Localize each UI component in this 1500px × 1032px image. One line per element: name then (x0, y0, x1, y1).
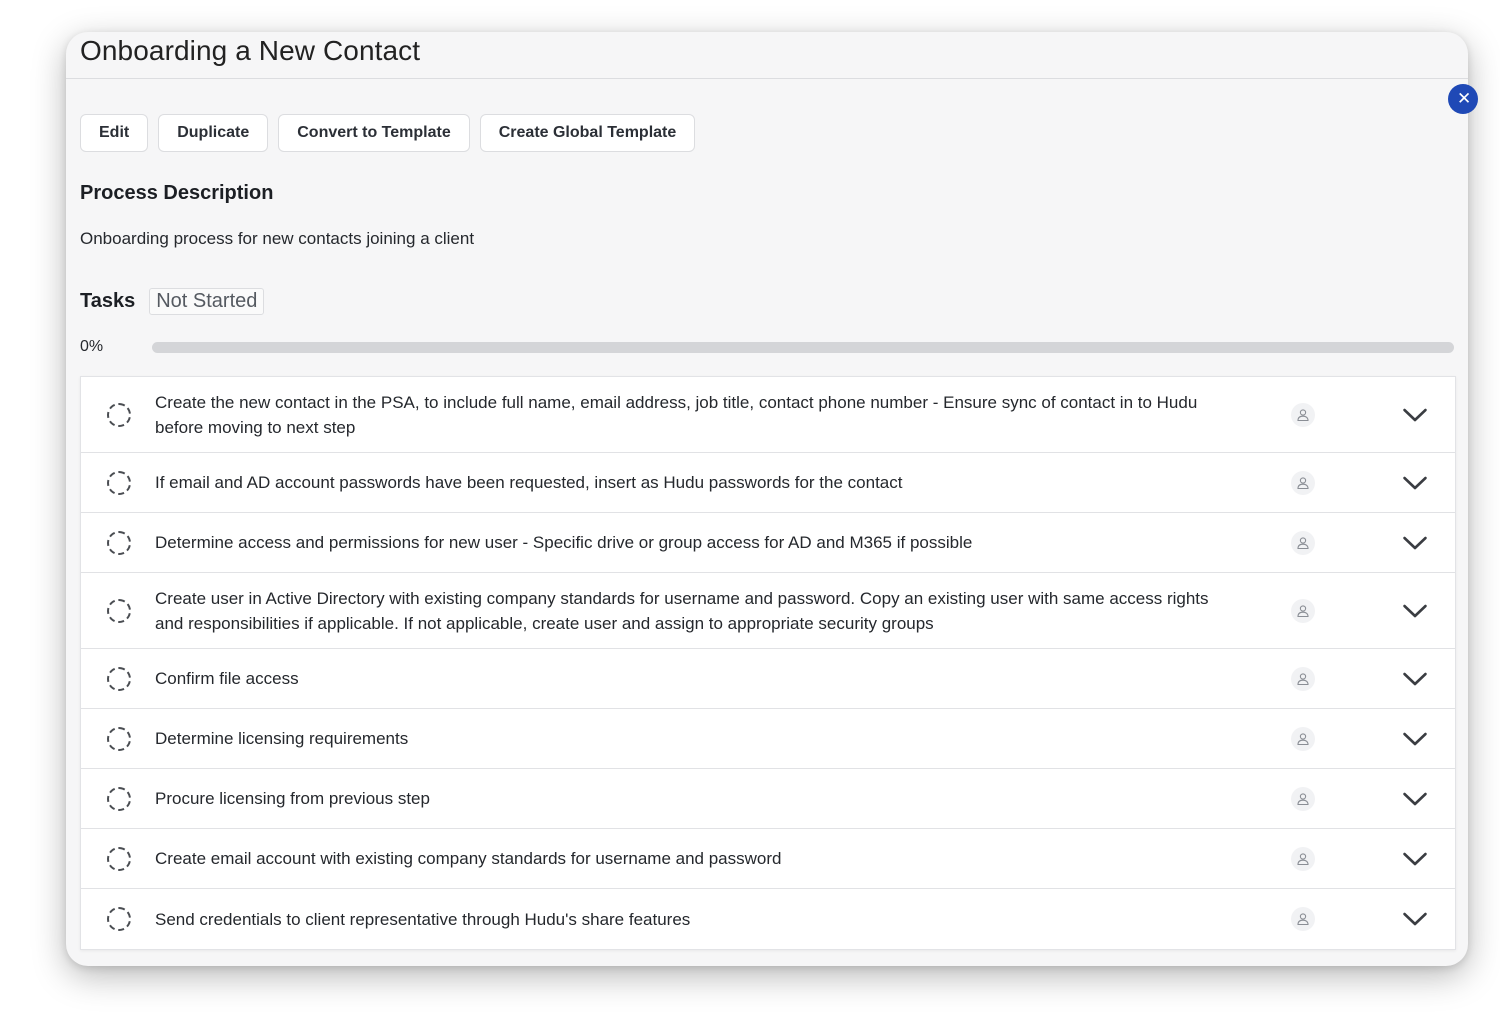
task-checkbox[interactable] (81, 599, 155, 623)
task-row (81, 709, 1455, 769)
assign-user-button[interactable] (1291, 531, 1315, 555)
chevron-down-icon (1402, 407, 1428, 423)
assign-user-button[interactable] (1291, 403, 1315, 427)
close-icon: ✕ (1457, 89, 1472, 108)
task-text: If email and AD account passwords have been requested, insert as Hudu passwords for the contact (155, 473, 903, 492)
assign-user-button[interactable] (1291, 907, 1315, 931)
task-checkbox[interactable] (81, 403, 155, 427)
assign-user-button[interactable] (1291, 847, 1315, 871)
task-list (80, 376, 1456, 950)
user-icon (1296, 604, 1310, 618)
dashed-circle-icon (107, 599, 131, 623)
user-icon (1296, 672, 1310, 686)
progress-percent: 0% (80, 338, 104, 355)
dashed-circle-icon (107, 847, 131, 871)
create-global-template-button[interactable]: Create Global Template (480, 114, 696, 152)
assign-user-button[interactable] (1291, 599, 1315, 623)
task-checkbox[interactable] (81, 907, 155, 931)
expand-task-button[interactable] (1375, 407, 1455, 423)
status-badge: Not Started (149, 288, 264, 315)
expand-task-button[interactable] (1375, 791, 1455, 807)
convert-to-template-button[interactable]: Convert to Template (278, 114, 470, 152)
task-row (81, 829, 1455, 889)
tasks-heading: Tasks (80, 290, 136, 312)
process-description-heading: Process Description (80, 182, 274, 204)
process-window (66, 32, 1472, 966)
task-checkbox[interactable] (81, 787, 155, 811)
chevron-down-icon (1402, 671, 1428, 687)
chevron-down-icon (1402, 535, 1428, 551)
task-text: Confirm file access (155, 669, 299, 688)
task-text: Determine licensing requirements (155, 729, 409, 748)
task-checkbox[interactable] (81, 727, 155, 751)
task-checkbox[interactable] (81, 531, 155, 555)
task-row (81, 513, 1455, 573)
task-checkbox[interactable] (81, 847, 155, 871)
dashed-circle-icon (107, 907, 131, 931)
user-icon (1296, 792, 1310, 806)
assign-user-button[interactable] (1291, 787, 1315, 811)
chevron-down-icon (1402, 791, 1428, 807)
user-icon (1296, 732, 1310, 746)
chevron-down-icon (1402, 731, 1428, 747)
user-icon (1296, 476, 1310, 490)
user-icon (1296, 536, 1310, 550)
task-text: Create the new contact in the PSA, to include full name, email address, job title, contact phone number - Ensure sync of contact in to Hudu before moving to next step (155, 392, 1198, 437)
dashed-circle-icon (107, 727, 131, 751)
duplicate-button[interactable]: Duplicate (158, 114, 268, 152)
task-row (81, 769, 1455, 829)
task-checkbox[interactable] (81, 471, 155, 495)
tasks-header (80, 288, 264, 315)
chevron-down-icon (1402, 911, 1428, 927)
expand-task-button[interactable] (1375, 535, 1455, 551)
task-text: Determine access and permissions for new user - Specific drive or group access for AD and M365 if possible (155, 533, 973, 552)
dashed-circle-icon (107, 471, 131, 495)
page-title: Onboarding a New Contact (80, 35, 421, 66)
assign-user-button[interactable] (1291, 727, 1315, 751)
task-row (81, 889, 1455, 949)
dashed-circle-icon (107, 667, 131, 691)
task-row (81, 377, 1455, 453)
user-icon (1296, 852, 1310, 866)
expand-task-button[interactable] (1375, 475, 1455, 491)
dashed-circle-icon (107, 403, 131, 427)
expand-task-button[interactable] (1375, 911, 1455, 927)
task-row (81, 649, 1455, 709)
dashed-circle-icon (107, 787, 131, 811)
toolbar (80, 114, 695, 152)
expand-task-button[interactable] (1375, 731, 1455, 747)
user-icon (1296, 912, 1310, 926)
process-description-text: Onboarding process for new contacts joining a client (80, 229, 475, 248)
expand-task-button[interactable] (1375, 603, 1455, 619)
task-text: Send credentials to client representative through Hudu's share features (155, 909, 691, 929)
edit-button[interactable]: Edit (80, 114, 148, 152)
task-text: Create user in Active Directory with existing company standards for username and password. Copy an existing user with same access rights and responsibilities if applicable. If not applicable, create user and assign to appropriate security groups (155, 588, 1209, 633)
assign-user-button[interactable] (1291, 667, 1315, 691)
chevron-down-icon (1402, 603, 1428, 619)
task-checkbox[interactable] (81, 667, 155, 691)
dashed-circle-icon (107, 531, 131, 555)
close-button[interactable] (1448, 84, 1478, 114)
progress-row (80, 338, 1454, 356)
chevron-down-icon (1402, 851, 1428, 867)
expand-task-button[interactable] (1375, 851, 1455, 867)
user-icon (1296, 408, 1310, 422)
assign-user-button[interactable] (1291, 471, 1315, 495)
task-row (81, 453, 1455, 513)
progress-bar (152, 342, 1454, 353)
window-titlebar (66, 32, 1468, 79)
task-row (81, 573, 1455, 649)
chevron-down-icon (1402, 475, 1428, 491)
expand-task-button[interactable] (1375, 671, 1455, 687)
task-text: Procure licensing from previous step (155, 789, 430, 808)
task-text: Create email account with existing company standards for username and password (155, 849, 782, 868)
